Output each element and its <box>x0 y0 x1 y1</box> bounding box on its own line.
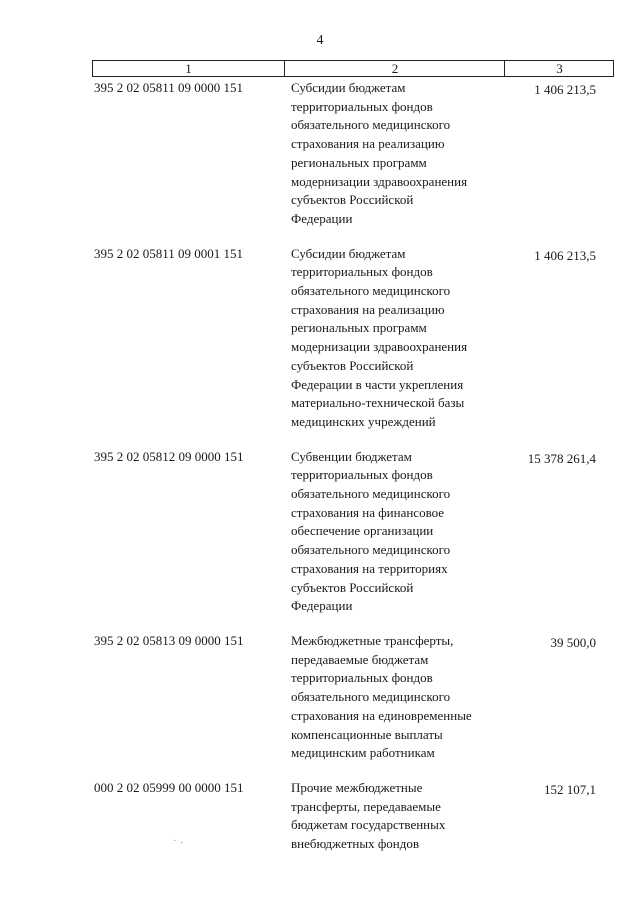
budget-item-name: Субсидии бюджетам территориальных фондов обязательного медицинского страхования на реализацию региональных программ модернизации здравоохранения субъектов Российской Федерации <box>291 80 468 226</box>
budget-code: 395 2 02 05811 09 0001 151 <box>94 245 244 261</box>
scan-artifact: ⠁⠂ <box>173 839 187 848</box>
budget-amount: 1 406 213,5 <box>534 247 596 263</box>
budget-code: 395 2 02 05812 09 0000 151 <box>94 448 244 464</box>
column-header-3: 3 <box>504 61 614 76</box>
budget-amount: 39 500,0 <box>550 634 596 650</box>
page-number: 4 <box>316 33 324 48</box>
table-row <box>92 448 614 616</box>
budget-item-name: Прочие межбюджетные трансферты, передаваемые бюджетам государственных внебюджетных фондов <box>291 779 446 852</box>
column-header-2: 2 <box>284 61 505 76</box>
table-row <box>92 779 614 854</box>
budget-table-body <box>92 79 614 870</box>
budget-item-name: Субвенции бюджетам территориальных фондов обязательного медицинского страхования на финансовое обеспечение организации обязательного медицинского страхования на территориях субъектов Российской Федерации <box>291 448 451 614</box>
budget-item-name: Субсидии бюджетам территориальных фондов обязательного медицинского страхования на реализацию региональных программ модернизации здравоохранения субъектов Российской Федерации в части укрепления материально-технической базы медицинских учреждений <box>291 245 468 429</box>
budget-code: 000 2 02 05999 00 0000 151 <box>94 779 244 795</box>
table-row <box>92 632 614 763</box>
budget-amount: 152 107,1 <box>544 781 596 797</box>
column-header-row <box>92 60 614 77</box>
budget-item-name: Межбюджетные трансферты, передаваемые бюджетам территориальных фондов обязательного медицинского страхования на единовременные компенсационные выплаты медицинским работникам <box>291 632 472 761</box>
budget-amount: 15 378 261,4 <box>527 450 596 466</box>
table-row <box>92 245 614 432</box>
column-header-1: 1 <box>185 61 192 76</box>
budget-code: 395 2 02 05813 09 0000 151 <box>94 632 244 648</box>
budget-amount: 1 406 213,5 <box>534 82 596 97</box>
budget-code: 395 2 02 05811 09 0000 151 <box>94 80 244 95</box>
table-row <box>92 79 614 229</box>
